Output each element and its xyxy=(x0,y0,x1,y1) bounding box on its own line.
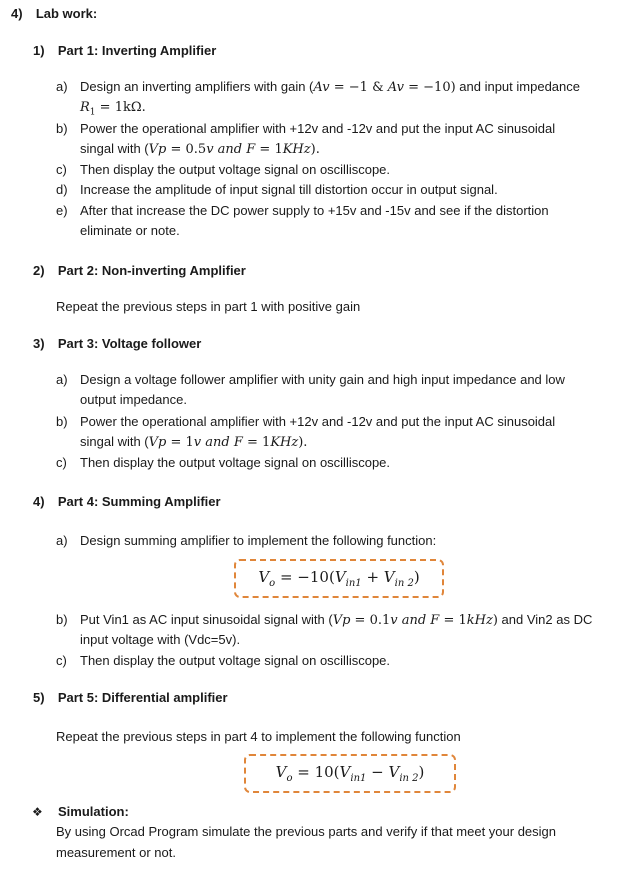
simulation-line1: By using Orcad Program simulate the previous parts and verify if that meet your design xyxy=(56,824,557,839)
part5-heading xyxy=(33,689,228,707)
part4-b-line2: input voltage with (Vdc=5v). xyxy=(80,632,241,647)
part1-b-label: b) xyxy=(56,121,68,136)
simulation-title: Simulation: xyxy=(58,804,129,819)
part3-c-label: c) xyxy=(56,455,67,470)
part2-heading xyxy=(33,262,246,280)
part1-b-line2: singal with (Vp = 0.5v and F = 1KHz). xyxy=(80,141,320,157)
part1-title: Part 1: Inverting Amplifier xyxy=(57,43,217,58)
part3-heading xyxy=(33,335,201,353)
part4-heading xyxy=(33,493,221,511)
part4-c-label: c) xyxy=(56,653,67,668)
part3-title: Part 3: Voltage follower xyxy=(57,336,202,351)
part5-title: Part 5: Differential amplifier xyxy=(57,690,228,705)
part1-a-line1: Design an inverting amplifiers with gain (Av = −1 & Av = −10) and input impedance xyxy=(80,79,580,95)
diamond-bullet-icon: ❖ xyxy=(32,805,43,819)
lab-heading-num: 4) xyxy=(11,6,23,21)
part4-c-text: Then display the output voltage signal on oscilliscope. xyxy=(80,653,391,668)
part5-num: 5) xyxy=(33,690,45,705)
part5-equation: $V_o = 10(V_{in1} - V_{in 2})$ xyxy=(275,763,425,784)
part1-b-line1: Power the operational amplifier with +12v and -12v and put the input AC sinusoidal xyxy=(80,121,556,136)
part4-a-text: Design summing amplifier to implement the following function: xyxy=(80,533,437,548)
part4-title: Part 4: Summing Amplifier xyxy=(57,494,221,509)
part4-a-label: a) xyxy=(56,533,68,548)
part3-b-label: b) xyxy=(56,414,68,429)
part1-d-label: d) xyxy=(56,182,68,197)
part4-equation: $V_o = -10(V_{in1} + V_{in 2})$ xyxy=(258,568,420,589)
part1-c-label: c) xyxy=(56,162,67,177)
part3-a-line2: output impedance. xyxy=(80,392,187,407)
part3-b-line2: singal with (Vp = 1v and F = 1KHz). xyxy=(80,434,308,450)
part2-num: 2) xyxy=(33,263,45,278)
part4-b-line1: Put Vin1 as AC input sinusoidal signal with (Vp = 0.1v and F = 1kHz) and Vin2 as DC xyxy=(80,612,593,628)
part4-equation-box xyxy=(234,559,444,598)
part1-a-line2: $R_1 = 1k\Omega$. xyxy=(80,100,146,118)
part4-b-label: b) xyxy=(56,612,68,627)
part4-num: 4) xyxy=(33,494,45,509)
part2-title: Part 2: Non-inverting Amplifier xyxy=(57,263,246,278)
part3-a-label: a) xyxy=(56,372,68,387)
part3-num: 3) xyxy=(33,336,45,351)
lab-heading xyxy=(11,5,97,23)
lab-heading-title: Lab work: xyxy=(35,6,98,21)
part3-a-line1: Design a voltage follower amplifier with unity gain and high input impedance and low xyxy=(80,372,565,387)
part3-b-line1: Power the operational amplifier with +12v and -12v and put the input AC sinusoidal xyxy=(80,414,556,429)
part5-text: Repeat the previous steps in part 4 to implement the following function xyxy=(56,729,461,744)
part1-num: 1) xyxy=(33,43,45,58)
part1-d-text: Increase the amplitude of input signal till distortion occur in output signal. xyxy=(80,182,498,197)
part3-c-text: Then display the output voltage signal on oscilliscope. xyxy=(80,455,391,470)
part1-heading xyxy=(33,42,216,60)
simulation-heading xyxy=(32,803,129,821)
part1-e-label: e) xyxy=(56,203,68,218)
part2-text: Repeat the previous steps in part 1 with positive gain xyxy=(56,299,361,314)
part5-equation-box xyxy=(244,754,456,793)
part1-e-line2: eliminate or note. xyxy=(80,223,180,238)
part1-a-label: a) xyxy=(56,79,68,94)
part1-c-text: Then display the output voltage signal on oscilliscope. xyxy=(80,162,391,177)
simulation-line2: measurement or not. xyxy=(56,845,176,860)
part1-e-line1: After that increase the DC power supply to +15v and -15v and see if the distortion xyxy=(80,203,549,218)
